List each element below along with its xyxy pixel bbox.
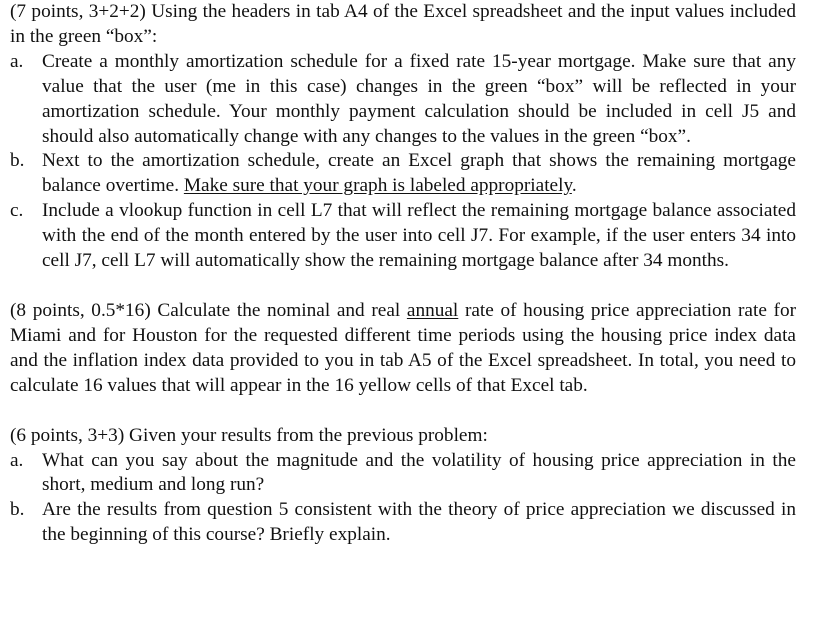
underlined-annual: annual (406, 299, 459, 321)
assignment-document (10, 0, 796, 548)
question-discussion-subitems (10, 449, 796, 549)
subitem-text: Are the results from question 5 consistent with the theory of price appreciation we discussed in the beginning of this course? Briefly explain. (42, 499, 796, 546)
subitem-a (10, 50, 796, 150)
subitem-marker: a. (10, 50, 24, 72)
subitem-text-end: . (571, 175, 577, 197)
question-appreciation-text (10, 299, 796, 399)
paragraph-gap (10, 274, 796, 299)
subitem-marker: c. (10, 200, 24, 222)
subitem-text: Next to the amortization schedule, create an Excel graph that shows the remaining mortgage balance overtime. (42, 150, 796, 197)
question-amortization-subitems (10, 50, 796, 274)
question-amortization (10, 0, 796, 274)
subitem-b (10, 149, 796, 199)
question-appreciation-text-end: rate of housing price appreciation rate for Miami and for Houston for the requested different time periods using the housing price index data and the inflation index data provided to you in tab A5 of the Excel spreadsheet. In total, you need to calculate 16 values that will appear in the 16 yellow cells of that Excel tab. (10, 299, 796, 396)
subitem-c (10, 199, 796, 274)
subitem-b (10, 498, 796, 548)
subitem-text: Include a vlookup function in cell L7 that will reflect the remaining mortgage balance associated with the end of the month entered by the user into cell J7. For example, if the user enters 34 into cell J7, cell L7 will automatically show the remaining mortgage balance after 34 months. (42, 200, 796, 272)
question-amortization-intro: (7 points, 3+2+2) Using the headers in tab A4 of the Excel spreadsheet and the input values included in the green “box”: (10, 1, 796, 47)
subitem-marker: b. (10, 150, 25, 172)
subitem-text: What can you say about the magnitude and the volatility of housing price appreciation in the short, medium and long run? (42, 449, 796, 496)
underlined-instruction: Make sure that your graph is labeled appropriately (183, 175, 572, 197)
paragraph-gap (10, 399, 796, 424)
subitem-a (10, 449, 796, 499)
subitem-text: Create a monthly amortization schedule for a fixed rate 15-year mortgage. Make sure that any value that the user (me in this case) changes in the green “box” will be reflected in your amortization schedule. Your monthly payment calculation should be included in cell J5 and should also automatically change with any changes to the values in the green “box”. (42, 50, 796, 147)
question-discussion (10, 424, 796, 549)
subitem-marker: b. (10, 499, 25, 521)
question-appreciation-text-start: (8 points, 0.5*16) Calculate the nominal and real (10, 299, 407, 321)
question-appreciation (10, 299, 796, 399)
question-discussion-intro: (6 points, 3+3) Given your results from the previous problem: (10, 424, 488, 446)
subitem-marker: a. (10, 449, 24, 471)
